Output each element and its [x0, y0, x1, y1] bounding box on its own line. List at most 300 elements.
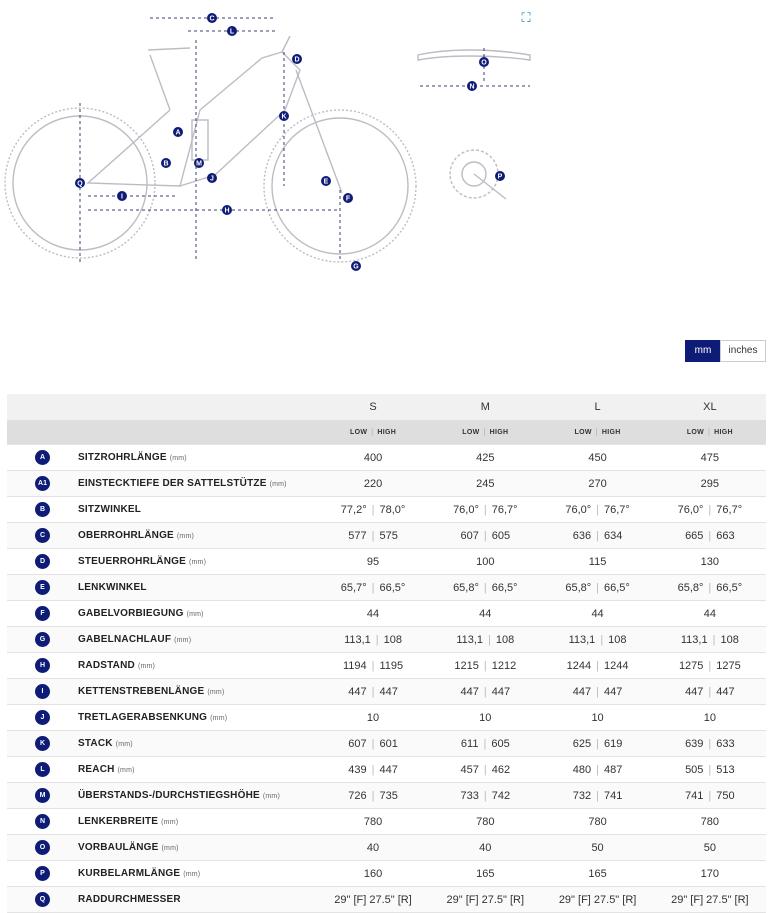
value-cell	[429, 471, 541, 497]
value-low: 10	[591, 711, 604, 724]
diagram-label-e: E	[323, 178, 329, 186]
geometry-row	[7, 575, 766, 601]
value-separator: |	[371, 659, 375, 672]
value-low: 1275	[678, 659, 704, 672]
value-low: 40	[366, 841, 380, 854]
value-separator: |	[375, 633, 379, 646]
mode-header	[541, 420, 653, 445]
value-cell	[541, 835, 653, 861]
row-unit: (mm)	[115, 741, 133, 748]
value-low: 726	[348, 789, 367, 802]
value-cell	[541, 549, 653, 575]
row-name: STEUERROHRLÄNGE	[77, 556, 186, 567]
expand-icon[interactable]: ⛶	[521, 10, 531, 25]
value-cell	[429, 861, 541, 887]
value-cell	[541, 523, 653, 549]
geometry-row	[7, 887, 766, 913]
row-key-badge: P	[35, 866, 50, 881]
value-low: 475	[700, 451, 720, 464]
mode-low-label: LOW	[350, 428, 368, 436]
size-header-row	[7, 394, 766, 420]
row-name: REACH	[77, 764, 115, 775]
value-low: 400	[363, 451, 383, 464]
value-separator: |	[483, 789, 487, 802]
mode-header	[429, 420, 541, 445]
value-low: 160	[363, 867, 383, 880]
value-cell	[317, 601, 429, 627]
value-high: 447	[491, 685, 511, 698]
value-high: 76,7°	[604, 503, 630, 516]
value-low: 636	[572, 529, 592, 542]
value-low: 65,8°	[453, 581, 479, 594]
value-cell	[317, 627, 429, 653]
row-unit: (mm)	[269, 481, 287, 488]
value-low: 780	[363, 815, 383, 828]
unit-mm-button[interactable]: mm	[685, 340, 721, 362]
row-name: TRETLAGERABSENKUNG	[77, 712, 208, 723]
value-separator: |	[483, 503, 487, 516]
value-cell	[317, 861, 429, 887]
value-low: 780	[700, 815, 720, 828]
value-low: 1215	[454, 659, 479, 672]
value-cell	[541, 445, 653, 471]
geometry-row	[7, 783, 766, 809]
value-separator: |	[371, 529, 375, 542]
row-name: STACK	[77, 738, 113, 749]
row-key-badge: O	[35, 840, 50, 855]
geometry-row	[7, 523, 766, 549]
value-cell	[541, 887, 653, 913]
row-unit: (mm)	[161, 845, 179, 852]
value-high: 575	[379, 529, 398, 542]
value-low: 1194	[342, 659, 367, 672]
value-separator: |	[483, 763, 487, 776]
value-low: 130	[700, 555, 720, 568]
value-separator: |	[600, 633, 604, 646]
value-cell	[654, 653, 766, 679]
row-unit: (mm)	[262, 793, 280, 800]
value-cell	[654, 445, 766, 471]
value-low: 115	[588, 555, 607, 568]
row-unit: (mm)	[183, 871, 201, 878]
value-low: 447	[348, 685, 367, 698]
geometry-row	[7, 705, 766, 731]
value-cell	[429, 497, 541, 523]
value-high: 513	[716, 763, 735, 776]
row-key-badge: C	[35, 528, 50, 543]
value-high: 633	[716, 737, 735, 750]
mode-low-label: LOW	[574, 428, 592, 436]
row-key-badge: A1	[35, 476, 50, 491]
value-low: 447	[685, 685, 704, 698]
value-cell	[541, 731, 653, 757]
value-high: 1212	[491, 659, 517, 672]
value-cell	[317, 783, 429, 809]
value-low: 780	[476, 815, 495, 828]
geometry-row	[7, 497, 766, 523]
value-high: 108	[383, 633, 402, 646]
value-separator: |	[708, 503, 712, 516]
diagram-label-a: A	[175, 129, 181, 137]
value-low: 780	[588, 815, 607, 828]
mode-low-label: LOW	[686, 428, 705, 436]
diagram-label-h: H	[224, 207, 230, 215]
row-name: EINSTECKTIEFE DER SATTELSTÜTZE	[77, 478, 267, 489]
value-high: 1275	[716, 659, 741, 672]
value-cell	[654, 705, 766, 731]
mode-header-row	[7, 420, 766, 445]
row-key-badge: F	[35, 606, 50, 621]
row-name: LENKERBREITE	[77, 816, 159, 827]
value-separator: |	[596, 737, 599, 750]
row-name: VORBAULÄNGE	[77, 842, 159, 853]
value-low: 665	[685, 529, 704, 542]
value-high: 447	[604, 685, 623, 698]
value-separator: |	[483, 737, 487, 750]
value-cell	[317, 757, 429, 783]
value-cell	[317, 653, 429, 679]
value-cell	[429, 731, 541, 757]
value-high: 735	[379, 789, 398, 802]
value-cell	[541, 861, 653, 887]
diagram-label-m: M	[196, 160, 202, 168]
value-high: 487	[604, 763, 623, 776]
row-name: SITZROHRLÄNGE	[77, 452, 167, 463]
row-key-badge: E	[35, 580, 50, 595]
mode-separator: |	[371, 428, 374, 436]
value-separator: |	[708, 763, 712, 776]
value-low: 40	[479, 841, 492, 854]
value-separator: |	[483, 659, 487, 672]
geometry-row	[7, 653, 766, 679]
value-separator: |	[483, 529, 487, 542]
value-separator: |	[488, 633, 491, 646]
value-low: 165	[588, 867, 607, 880]
value-cell	[317, 497, 429, 523]
value-high: 447	[379, 763, 398, 776]
row-unit: (mm)	[137, 663, 156, 670]
value-cell	[654, 575, 766, 601]
row-key-badge: M	[35, 788, 50, 803]
row-key-badge: D	[35, 554, 50, 569]
value-cell	[317, 471, 429, 497]
value-cell	[541, 757, 653, 783]
value-high: 447	[379, 685, 398, 698]
value-low: 50	[703, 841, 716, 854]
size-header: S	[317, 394, 429, 420]
row-unit: (mm)	[174, 637, 192, 644]
value-cell	[317, 679, 429, 705]
value-high: 742	[491, 789, 511, 802]
value-low: 50	[591, 841, 604, 854]
row-unit: (mm)	[207, 689, 225, 696]
value-cell	[541, 705, 653, 731]
value-high: 108	[495, 633, 515, 646]
diagram-label-d: D	[294, 56, 300, 64]
value-cell	[317, 731, 429, 757]
value-cell	[429, 835, 541, 861]
row-unit: (mm)	[176, 533, 195, 540]
value-low: 76,0°	[677, 503, 704, 516]
value-low: 625	[572, 737, 592, 750]
value-high: 750	[716, 789, 735, 802]
value-high: 619	[604, 737, 623, 750]
row-key-badge: N	[35, 814, 50, 829]
diagram-label-c: C	[209, 15, 215, 23]
row-unit: (mm)	[188, 559, 207, 566]
diagram-label-b: B	[163, 160, 169, 168]
geometry-row	[7, 549, 766, 575]
row-name: KURBELARMLÄNGE	[77, 868, 181, 879]
diagram-label-k: K	[281, 113, 287, 121]
value-low: 65,8°	[677, 581, 704, 594]
value-separator: |	[708, 529, 712, 542]
value-high: 447	[716, 685, 735, 698]
value-high: 76,7°	[491, 503, 518, 516]
value-low: 29" [F] 27.5" [R]	[671, 893, 749, 906]
value-high: 78,0°	[379, 503, 406, 516]
row-key-badge: J	[35, 710, 50, 725]
value-high: 741	[604, 789, 623, 802]
value-cell	[541, 627, 653, 653]
value-separator: |	[596, 789, 599, 802]
geometry-row	[7, 835, 766, 861]
value-high: 66,5°	[604, 581, 630, 594]
value-high: 605	[491, 529, 511, 542]
value-low: 480	[572, 763, 592, 776]
value-separator: |	[371, 763, 375, 776]
value-low: 95	[366, 555, 380, 568]
value-separator: |	[596, 529, 599, 542]
value-separator: |	[708, 737, 712, 750]
value-low: 44	[703, 607, 716, 620]
value-cell	[541, 601, 653, 627]
value-high: 1244	[604, 659, 629, 672]
value-cell	[654, 523, 766, 549]
row-key-badge: Q	[35, 892, 50, 907]
row-unit: (mm)	[210, 715, 228, 722]
value-low: 76,0°	[565, 503, 592, 516]
value-low: 1244	[566, 659, 592, 672]
diagram-label-n: N	[469, 83, 475, 91]
value-cell	[654, 757, 766, 783]
value-cell	[429, 757, 541, 783]
value-cell	[541, 679, 653, 705]
value-low: 44	[366, 607, 380, 620]
value-low: 29" [F] 27.5" [R]	[334, 893, 412, 906]
value-low: 77,2°	[340, 503, 367, 516]
row-name: GABELVORBIEGUNG	[77, 608, 184, 619]
value-high: 108	[720, 633, 739, 646]
value-cell	[654, 861, 766, 887]
value-low: 10	[366, 711, 380, 724]
diagram-label-i: I	[121, 193, 123, 201]
value-cell	[654, 809, 766, 835]
value-cell	[541, 575, 653, 601]
value-separator: |	[596, 763, 599, 776]
value-high: 66,5°	[379, 581, 406, 594]
row-unit: (mm)	[117, 767, 135, 774]
size-header: M	[429, 394, 541, 420]
value-cell	[429, 679, 541, 705]
row-name: KETTENSTREBENLÄNGE	[77, 686, 205, 697]
value-low: 447	[460, 685, 479, 698]
value-low: 76,0°	[453, 503, 479, 516]
unit-inches-button[interactable]: inches	[720, 340, 766, 362]
value-separator: |	[708, 581, 712, 594]
row-key-badge: H	[35, 658, 50, 673]
geometry-table	[7, 394, 766, 913]
mode-separator: |	[483, 428, 486, 436]
value-cell	[541, 783, 653, 809]
value-cell	[654, 601, 766, 627]
value-low: 732	[572, 789, 592, 802]
value-cell	[429, 601, 541, 627]
geometry-row	[7, 471, 766, 497]
row-name: OBERROHRLÄNGE	[77, 530, 174, 541]
value-high: 663	[716, 529, 735, 542]
geometry-row	[7, 679, 766, 705]
value-separator: |	[371, 503, 375, 516]
row-unit: (mm)	[161, 819, 179, 826]
size-header: L	[541, 394, 653, 420]
value-cell	[429, 575, 541, 601]
bike-geometry-diagram	[0, 0, 774, 330]
value-cell	[541, 497, 653, 523]
value-separator: |	[596, 581, 599, 594]
geometry-row	[7, 627, 766, 653]
value-low: 607	[348, 737, 367, 750]
value-low: 170	[700, 867, 720, 880]
value-high: 66,5°	[491, 581, 518, 594]
value-cell	[429, 523, 541, 549]
value-low: 220	[363, 477, 383, 490]
diagram-label-f: F	[345, 195, 351, 203]
value-low: 113,1	[456, 633, 484, 646]
value-cell	[317, 809, 429, 835]
value-low: 10	[479, 711, 492, 724]
value-cell	[541, 653, 653, 679]
mode-separator: |	[595, 428, 598, 436]
value-cell	[429, 653, 541, 679]
mode-high-label: HIGH	[489, 428, 509, 436]
value-low: 295	[700, 477, 720, 490]
value-low: 29" [F] 27.5" [R]	[446, 893, 525, 906]
value-cell	[654, 731, 766, 757]
value-separator: |	[708, 659, 712, 672]
geometry-row	[7, 601, 766, 627]
value-high: 66,5°	[716, 581, 743, 594]
value-separator: |	[708, 789, 712, 802]
value-cell	[429, 705, 541, 731]
value-cell	[317, 445, 429, 471]
value-cell	[317, 835, 429, 861]
value-low: 425	[476, 451, 495, 464]
value-high: 76,7°	[716, 503, 743, 516]
value-high: 601	[379, 737, 398, 750]
value-separator: |	[596, 503, 599, 516]
value-cell	[429, 549, 541, 575]
value-low: 639	[685, 737, 704, 750]
value-low: 245	[476, 477, 495, 490]
value-separator: |	[371, 581, 375, 594]
value-low: 447	[572, 685, 592, 698]
value-low: 165	[476, 867, 495, 880]
value-low: 607	[460, 529, 479, 542]
value-separator: |	[596, 685, 599, 698]
value-low: 100	[476, 555, 495, 568]
diagram-label-q: Q	[77, 180, 83, 188]
value-low: 457	[460, 763, 479, 776]
value-high: 1195	[379, 659, 404, 672]
value-cell	[317, 887, 429, 913]
mode-high-label: HIGH	[714, 428, 733, 436]
value-low: 29" [F] 27.5" [R]	[558, 893, 637, 906]
row-key-badge: L	[35, 762, 50, 777]
value-cell	[429, 445, 541, 471]
value-cell	[429, 809, 541, 835]
value-separator: |	[483, 581, 487, 594]
value-separator: |	[708, 685, 712, 698]
value-cell	[317, 549, 429, 575]
value-cell	[429, 627, 541, 653]
value-low: 450	[588, 451, 607, 464]
geometry-row	[7, 731, 766, 757]
value-cell	[654, 783, 766, 809]
value-separator: |	[483, 685, 487, 698]
mode-header	[654, 420, 766, 445]
diagram-label-g: G	[353, 263, 359, 271]
mode-header	[317, 420, 429, 445]
value-low: 113,1	[344, 633, 371, 646]
value-low: 611	[460, 737, 479, 750]
value-separator: |	[371, 737, 375, 750]
value-low: 113,1	[568, 633, 596, 646]
value-low: 65,8°	[565, 581, 592, 594]
value-high: 108	[608, 633, 627, 646]
value-cell	[429, 783, 541, 809]
size-header: XL	[654, 394, 766, 420]
value-cell	[654, 835, 766, 861]
value-low: 270	[588, 477, 607, 490]
row-key-badge: I	[35, 684, 50, 699]
value-cell	[654, 627, 766, 653]
value-cell	[654, 887, 766, 913]
mode-high-label: HIGH	[377, 428, 397, 436]
diagram-label-p: P	[497, 173, 503, 181]
value-cell	[317, 705, 429, 731]
diagram-label-o: O	[481, 59, 487, 67]
diagram-label-l: L	[229, 28, 235, 36]
diagram-label-j: J	[210, 175, 214, 183]
geometry-row	[7, 861, 766, 887]
row-name: RADSTAND	[77, 660, 135, 671]
value-cell	[317, 523, 429, 549]
value-low: 113,1	[680, 633, 708, 646]
value-low: 505	[685, 763, 704, 776]
row-unit: (mm)	[169, 455, 187, 462]
value-cell	[654, 679, 766, 705]
geometry-row	[7, 809, 766, 835]
value-cell	[654, 497, 766, 523]
geometry-row	[7, 445, 766, 471]
value-low: 439	[348, 763, 367, 776]
value-cell	[654, 549, 766, 575]
row-key-badge: G	[35, 632, 50, 647]
value-high: 634	[604, 529, 623, 542]
value-cell	[541, 809, 653, 835]
value-low: 44	[479, 607, 492, 620]
